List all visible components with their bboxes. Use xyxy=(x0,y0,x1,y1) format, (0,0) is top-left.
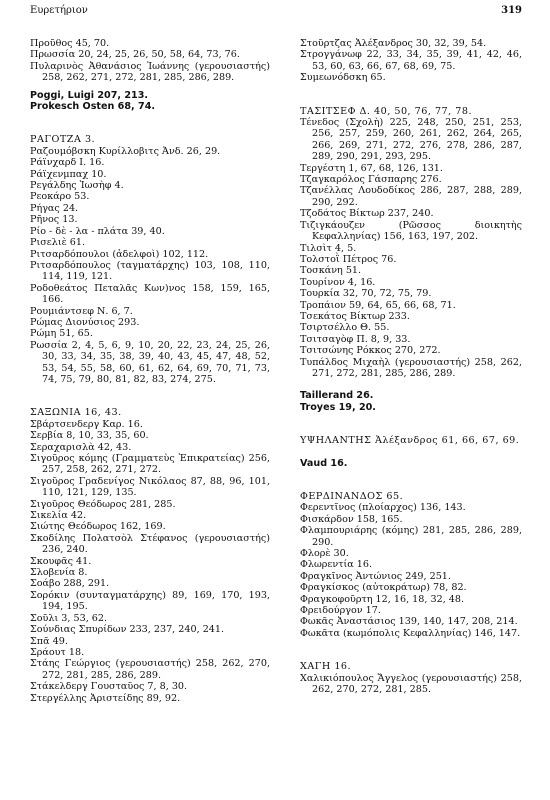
index-entry: Ράϊχενμπαχ 10. xyxy=(30,168,107,180)
index-column-left xyxy=(30,38,270,704)
index-entry: Τσεκάτος Βίκτωρ 233. xyxy=(300,310,410,322)
index-entry: Σεραχαρισλὰ 42, 43. xyxy=(30,441,132,453)
index-entry: Σικελία 42. xyxy=(30,510,87,522)
page-number: 319 xyxy=(501,5,522,16)
index-entry-text: Prokesch Osten 68, 74. xyxy=(30,101,156,113)
index-entry: Ρισελιὲ 61. xyxy=(30,237,86,249)
index-entry: Σορόκιν (συνταγματάρχης) 89, 169, 170, 193, 194, 195. xyxy=(30,589,270,613)
index-entry: Τσιτσώνης Ρόκκος 270, 272. xyxy=(300,345,441,357)
index-entry: Ρήγας 24. xyxy=(30,202,79,214)
index-entry: Τζανέλλας Λουδοδίκος 286, 287, 288, 289, 290, 292. xyxy=(300,185,522,208)
spacer xyxy=(300,469,522,491)
index-entry: Σλοβενία 8. xyxy=(30,567,88,579)
index-entry: Ρεγάλδης Ἰωσὴφ 4. xyxy=(30,180,124,192)
index-entry: Σούνδιας Σπυρίδων 233, 237, 240, 241. xyxy=(30,624,225,636)
index-entry: Φρειδούργον 17. xyxy=(300,605,381,617)
index-entry: Σιγοῦρος Θεόδωρος 281, 285. xyxy=(30,498,176,510)
index-entry: Σοάβο 288, 291. xyxy=(30,578,110,590)
index-section-heading: ΥΨΗΛΑΝΤΗΣ Ἀλέξανδρος 61, 66, 67, 69. xyxy=(300,435,520,447)
spacer xyxy=(300,84,522,106)
index-entry: Προῦθος 45, 70. xyxy=(30,38,110,49)
spacer xyxy=(300,413,522,435)
index-entry: Τένεδος (Σχολὴ) 225, 248, 250, 251, 253, 256, 257, 259, 260, 261, 262, 264, 265, 266, 269, 271, 272, 276, 278, 286, 287, 289, 290, 291, 293, 295. xyxy=(300,117,522,163)
index-entry: Χαλικιόπουλος Ἄγγελος (γερουσιαστής) 258, 262, 270, 272, 281, 285. xyxy=(300,672,522,696)
index-entry: Συμεωνόδσκη 65. xyxy=(300,72,386,84)
page-header xyxy=(30,5,522,21)
index-entry: Ριτσαρδόπουλος (ταγματάρχης) 103, 108, 110, 114, 119, 121. xyxy=(30,259,270,283)
index-entry: Ρώμη 51, 65. xyxy=(30,328,93,340)
index-entry-text: Vaud 16. xyxy=(300,457,348,469)
index-entry xyxy=(300,402,522,413)
index-entry: Φλαμπουριάρης (κόμης) 281, 285, 286, 289, 290. xyxy=(300,525,522,548)
index-entry: Ράϊνχαρδ Ι. 16. xyxy=(30,157,105,169)
index-entry: Στάης Γεώργιος (γερουσιαστής) 258, 262, 270, 272, 281, 285, 286, 289. xyxy=(30,658,270,681)
index-entry: Σκουφᾶς 41. xyxy=(30,555,92,567)
index-entry-text: Troyes 19, 20. xyxy=(300,401,376,413)
index-entry: Σράουτ 18. xyxy=(30,646,85,658)
index-section-heading: ΡΑΓΟΤΖΑ 3. xyxy=(30,134,96,146)
index-entry: Ρώμας Διονύσιος 293. xyxy=(30,316,140,328)
index-entry: Ρῆνος 13. xyxy=(30,214,78,226)
spacer xyxy=(300,379,522,390)
spacer xyxy=(300,639,522,661)
index-entry-text: Poggi, Luigi 207, 213. xyxy=(30,89,149,101)
index-entry: Πυλαρινὸς Ἀθανάσιος Ἰωάννης (γερουσιαστής) 258, 262, 271, 272, 281, 285, 286, 289. xyxy=(30,60,270,84)
index-entry: Τιζιγκάουζεν (Ρῶσσος διοικητὴς Κεφαλληνίας) 156, 163, 197, 202. xyxy=(300,219,522,243)
index-entry: Ρωσσία 2, 4, 5, 6, 9, 10, 20, 22, 23, 24, 25, 26, 30, 33, 34, 35, 38, 39, 40, 43, 45, 47, 48, 52, 53, 54, 55, 58, 60, 61, 62, 64, 69, 70, 71, 73, 74, 75, 79, 80, 81, 82, 83, 274, 275. xyxy=(30,339,270,385)
index-entry: Τυπάλδος Μιχαὴλ (γερουσιαστής) 258, 262, 271, 272, 281, 285, 286, 289. xyxy=(300,356,522,379)
index-entry: Φερεντῖνος (πλοίαρχος) 136, 143. xyxy=(300,502,466,514)
index-entry: Σβάρτσενδεργ Καρ. 16. xyxy=(30,418,143,430)
index-entry xyxy=(300,458,522,469)
index-entry: Φραγκῖνος Ἀντώνιος 249, 251. xyxy=(300,570,451,582)
index-entry: Τσιτσαγὸφ Π. 8, 9, 33. xyxy=(300,333,411,345)
index-section-heading: ΦΕΡΔΙΝΑΝΔΟΣ 65. xyxy=(300,491,404,502)
index-entry: Τζαγκαρόλος Γάσπαρης 276. xyxy=(300,174,442,186)
index-entry: Φλορὲ 30. xyxy=(300,548,349,560)
index-entry: Τζοδάτος Βίκτωρ 237, 240. xyxy=(300,208,434,220)
index-entry: Σιώτης Θεόδωρος 162, 169. xyxy=(30,521,166,533)
index-entry xyxy=(300,390,522,401)
index-entry: Τουρκία 32, 70, 72, 75, 79. xyxy=(300,288,432,300)
index-entry: Στεργέλλης Ἀριστείδης 89, 92. xyxy=(30,692,181,704)
index-entry: Ρίο - δὲ - λα - πλάτα 39, 40. xyxy=(30,225,165,237)
index-entry: Στάκελδεργ Γουσταῦος 7, 8, 30. xyxy=(30,681,188,693)
index-entry: Τοσκάνη 51. xyxy=(300,265,362,277)
index-entry: Φωκᾶτα (κωμόπολις Κεφαλληνίας) 146, 147. xyxy=(300,627,521,639)
spacer xyxy=(300,447,522,458)
index-entry: Φλωρεντία 16. xyxy=(300,559,373,571)
index-entry: Φωκᾶς Ἀναστάσιος 139, 140, 147, 208, 214. xyxy=(300,616,518,628)
index-entry: Τιλσὶτ 4, 5. xyxy=(300,242,357,254)
index-entry: Ρουμιάντσεφ Ν. 6, 7. xyxy=(30,305,133,317)
index-entry: Ροδοθεάτος Πεταλᾶς Κων)νος 158, 159, 165, 166. xyxy=(30,282,270,306)
index-entry: Τουρίνον 4, 16. xyxy=(300,276,376,288)
index-entry xyxy=(30,101,270,112)
index-entry: Ριτσαρδόπουλοι (ἀδελφοὶ) 102, 112. xyxy=(30,248,209,260)
index-entry-text: Taillerand 26. xyxy=(300,390,374,402)
spacer xyxy=(30,385,270,407)
index-entry: Φραγκίσκος (αὐτοκράτωρ) 78, 82. xyxy=(300,582,467,594)
index-entry: Τολστοῒ Πέτρος 76. xyxy=(300,253,397,265)
index-entry: Πρωσσία 20, 24, 25, 26, 50, 58, 64, 73, 76. xyxy=(30,49,240,61)
index-entry: Σιγοῦρος κόμης (Γραμματεὺς Ἐπικρατείας) 256, 257, 258, 262, 271, 272. xyxy=(30,453,270,476)
index-entry: Ρεοκάρο 53. xyxy=(30,191,90,203)
index-section-heading: ΣΑΞΩΝΙΑ 16, 43. xyxy=(30,407,122,419)
spacer xyxy=(30,112,270,134)
index-entry: Ραζουμόβσκη Κυρίλλοβιτς Ἀνδ. 26, 29. xyxy=(30,145,221,157)
index-entry: Στρογγάνωφ 22, 33, 34, 35, 39, 41, 42, 46, 53, 60, 63, 66, 67, 68, 69, 75. xyxy=(300,49,522,72)
index-entry: Φραγκοφοῦρτη 12, 16, 18, 32, 48. xyxy=(300,593,465,605)
index-entry: Στοῦρτζας Ἀλέξανδρος 30, 32, 39, 54. xyxy=(300,38,487,49)
index-entry: Σκοδίλης Πολατσὸλ Στέφανος (γερουσιαστής) 236, 240. xyxy=(30,532,270,556)
index-section-heading: ΧΑΓΗ 16. xyxy=(300,661,352,673)
index-entry: Σπᾶ 49. xyxy=(30,635,68,647)
index-entry xyxy=(30,90,270,101)
running-title: Ευρετήριον xyxy=(30,5,88,16)
index-entry: Τεργέστη 1, 67, 68, 126, 131. xyxy=(300,162,443,174)
index-entry: Τσιρτσέλλο Θ. 55. xyxy=(300,322,390,334)
index-column-right xyxy=(300,38,522,696)
index-entry: Σιγοῦρος Γραδενίγος Νικόλαος 87, 88, 96, 101, 110, 121, 129, 135. xyxy=(30,475,270,499)
index-entry: Φισκάρδον 158, 165. xyxy=(300,513,403,525)
index-section-heading: ΤΑΣΙΤΣΕΦ Δ. 40, 50, 76, 77, 78. xyxy=(300,105,473,117)
index-entry: Σερβία 8, 10, 33, 35, 60. xyxy=(30,430,149,442)
index-entry: Σοῦλι 3, 53, 62. xyxy=(30,612,108,624)
index-entry: Τροπάιον 59, 64, 65, 66, 68, 71. xyxy=(300,299,456,311)
